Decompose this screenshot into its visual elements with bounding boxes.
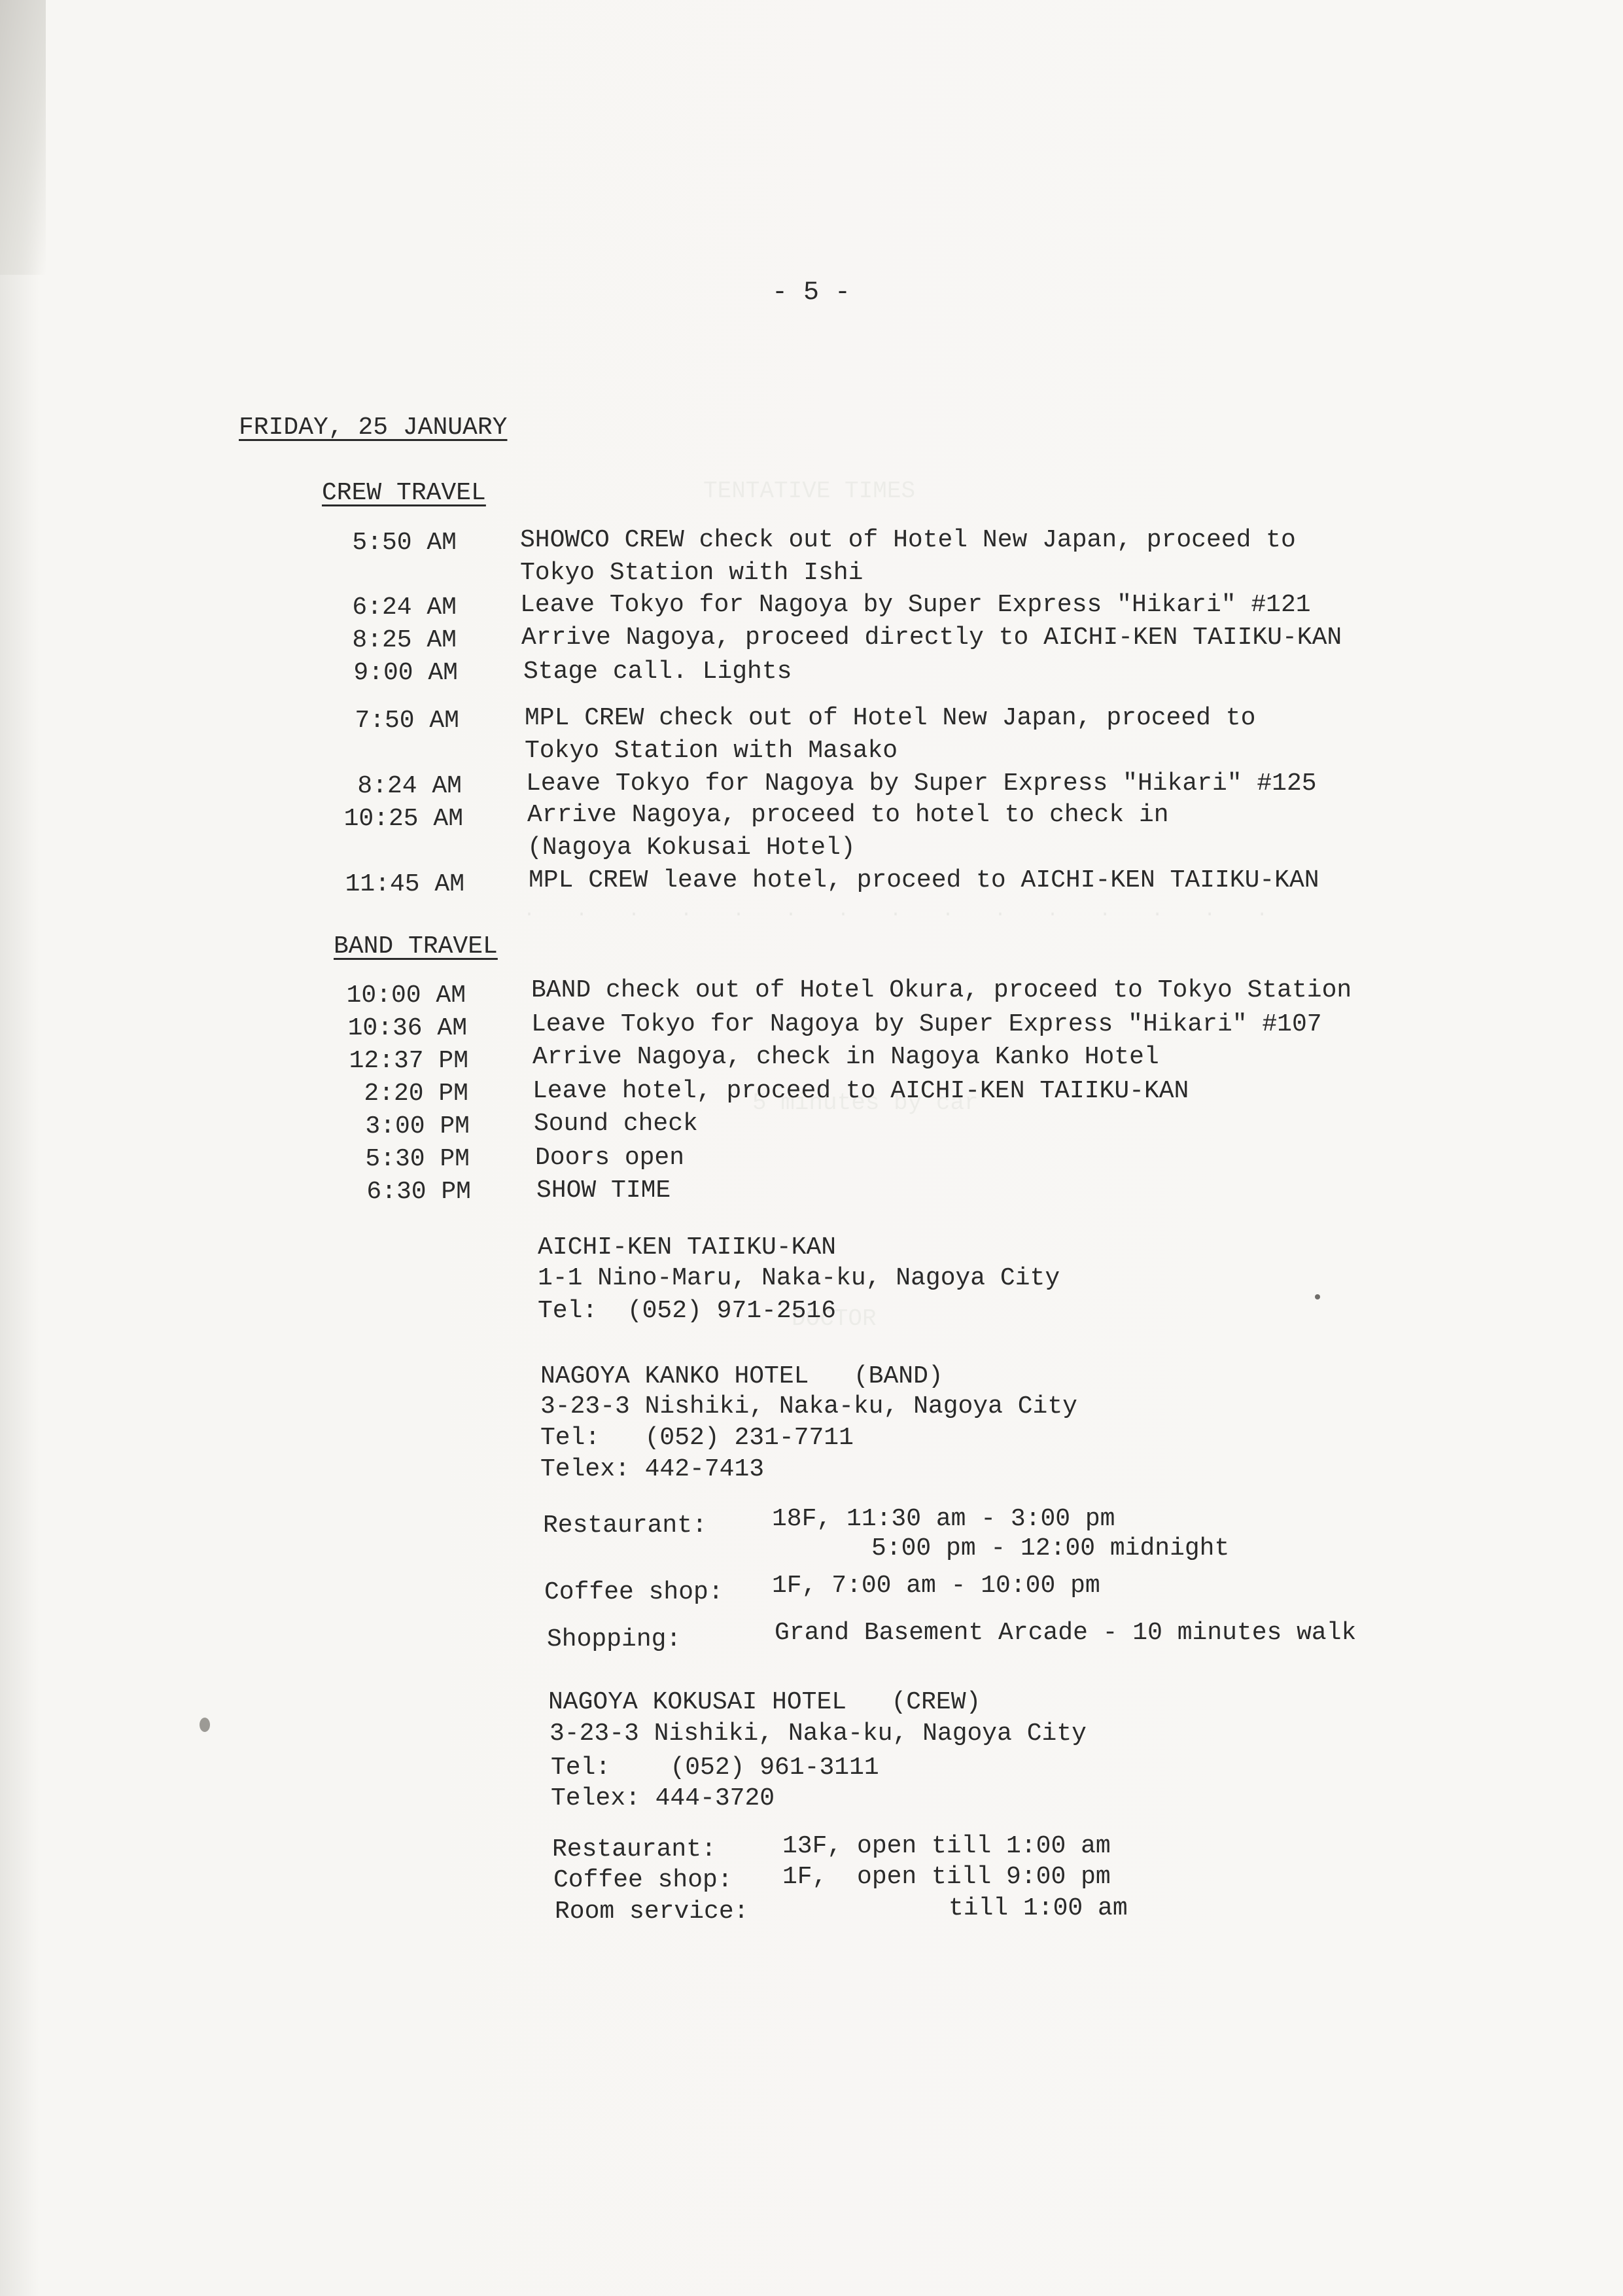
kokusai-restaurant-hours: 13F, open till 1:00 am <box>782 1832 1111 1860</box>
crew-travel-row-description: Arrive Nagoya, proceed to hotel to check in <box>527 801 1169 829</box>
venue-name: AICHI-KEN TAIIKU-KAN <box>538 1233 837 1262</box>
kanko-coffee-label: Coffee shop: <box>544 1578 724 1606</box>
crew-travel-row-description: (Nagoya Kokusai Hotel) <box>527 834 856 862</box>
band-travel-row-time: 2:20 PM <box>364 1080 468 1108</box>
band-travel-row-description: Leave Tokyo for Nagoya by Super Express "Hikari" #107 <box>531 1010 1322 1038</box>
kanko-shopping-label: Shopping: <box>547 1625 682 1653</box>
kokusai-coffee-hours: 1F, open till 9:00 pm <box>782 1863 1111 1891</box>
page-number: - 5 - <box>772 278 851 308</box>
kanko-hotel-name: NAGOYA KANKO HOTEL (BAND) <box>540 1362 943 1390</box>
kanko-hotel-address: 3-23-3 Nishiki, Naka-ku, Nagoya City <box>540 1392 1077 1421</box>
crew-travel-heading: CREW TRAVEL <box>322 479 486 507</box>
band-travel-row-time: 10:36 AM <box>347 1014 467 1042</box>
crew-travel-row-description: MPL CREW leave hotel, proceed to AICHI-KEN TAIIKU-KAN <box>529 866 1319 894</box>
crew-travel-row-description: Tokyo Station with Ishi <box>520 559 864 587</box>
paper-spot <box>200 1718 210 1732</box>
kokusai-hotel-name: NAGOYA KOKUSAI HOTEL (CREW) <box>548 1688 981 1716</box>
kanko-restaurant-hours-evening: 5:00 pm - 12:00 midnight <box>871 1534 1230 1563</box>
band-travel-row-time: 3:00 PM <box>365 1112 470 1140</box>
kokusai-hotel-telex: Telex: 444-3720 <box>551 1784 775 1812</box>
crew-travel-row-description: Stage call. Lights <box>523 658 792 686</box>
kanko-restaurant-hours: 18F, 11:30 am - 3:00 pm <box>772 1505 1115 1533</box>
kanko-restaurant-label: Restaurant: <box>543 1511 707 1540</box>
band-travel-row-description: Arrive Nagoya, check in Nagoya Kanko Hotel <box>532 1043 1159 1071</box>
band-travel-heading: BAND TRAVEL <box>334 932 498 961</box>
crew-travel-row-time: 11:45 AM <box>345 870 464 898</box>
crew-travel-row-description: Arrive Nagoya, proceed directly to AICHI-KEN TAIIKU-KAN <box>521 624 1342 652</box>
kokusai-room-service-label: Room service: <box>555 1898 749 1926</box>
kanko-coffee-hours: 1F, 7:00 am - 10:00 pm <box>772 1572 1100 1600</box>
band-travel-row-description: Leave hotel, proceed to AICHI-KEN TAIIKU-KAN <box>532 1077 1189 1105</box>
venue-tel: Tel: (052) 971-2516 <box>538 1297 837 1325</box>
crew-travel-row-description: Leave Tokyo for Nagoya by Super Express "Hikari" #121 <box>520 591 1311 619</box>
kanko-hotel-tel: Tel: (052) 231-7711 <box>540 1424 854 1452</box>
crew-travel-row-time: 10:25 AM <box>343 805 463 833</box>
kokusai-coffee-label: Coffee shop: <box>553 1866 733 1894</box>
kokusai-hotel-address: 3-23-3 Nishiki, Naka-ku, Nagoya City <box>550 1720 1087 1748</box>
paper-speck <box>1315 1294 1320 1299</box>
band-travel-row-time: 12:37 PM <box>349 1047 468 1075</box>
crew-travel-row-time: 8:25 AM <box>352 626 457 654</box>
band-travel-row-description: BAND check out of Hotel Okura, proceed to Tokyo Station <box>531 976 1352 1004</box>
crew-travel-row-description: Leave Tokyo for Nagoya by Super Express "Hikari" #125 <box>526 769 1317 798</box>
crew-travel-row-time: 7:50 AM <box>355 707 459 735</box>
bleed-through-dots: . . . . . . . . . . . . . . . <box>523 900 1283 922</box>
crew-travel-row-description: MPL CREW check out of Hotel New Japan, proceed to <box>525 704 1256 732</box>
crew-travel-row-description: SHOWCO CREW check out of Hotel New Japan, proceed to <box>520 526 1296 554</box>
kokusai-room-service-hours: till 1:00 am <box>949 1894 1128 1922</box>
crew-travel-row-time: 8:24 AM <box>357 772 462 800</box>
band-travel-row-time: 10:00 AM <box>346 981 466 1010</box>
kokusai-hotel-tel: Tel: (052) 961-3111 <box>551 1754 879 1782</box>
crew-travel-row-time: 5:50 AM <box>352 529 457 557</box>
page-fold-shadow <box>0 0 46 275</box>
band-travel-row-time: 5:30 PM <box>365 1145 470 1173</box>
band-travel-row-description: Sound check <box>534 1110 698 1138</box>
band-travel-row-time: 6:30 PM <box>366 1178 471 1206</box>
band-travel-row-description: Doors open <box>535 1144 685 1172</box>
bleed-through-text <box>703 478 915 504</box>
crew-travel-row-time: 9:00 AM <box>353 659 458 687</box>
kanko-hotel-telex: Telex: 442-7413 <box>540 1455 765 1483</box>
venue-address: 1-1 Nino-Maru, Naka-ku, Nagoya City <box>538 1264 1060 1292</box>
date-heading: FRIDAY, 25 JANUARY <box>239 414 508 442</box>
kokusai-restaurant-label: Restaurant: <box>552 1835 716 1863</box>
crew-travel-row-description: Tokyo Station with Masako <box>525 737 898 765</box>
crew-travel-row-time: 6:24 AM <box>352 593 457 622</box>
band-travel-row-description: SHOW TIME <box>536 1176 671 1205</box>
kanko-shopping-info: Grand Basement Arcade - 10 minutes walk <box>775 1619 1357 1647</box>
